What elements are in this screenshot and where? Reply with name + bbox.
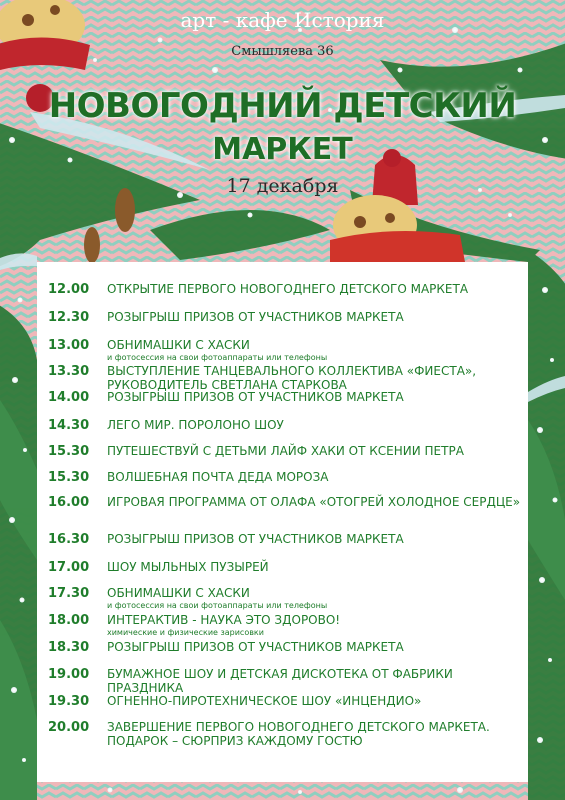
schedule-time: 17.30 — [48, 586, 90, 601]
schedule-time: 20.00 — [48, 720, 90, 735]
schedule-time: 12.00 — [48, 282, 90, 297]
schedule-subtext: химические и физические зарисовки — [107, 628, 264, 637]
schedule-text: ВОЛШЕБНАЯ ПОЧТА ДЕДА МОРОЗА — [107, 470, 329, 484]
schedule-time: 16.30 — [48, 532, 90, 547]
schedule-time: 18.30 — [48, 640, 90, 655]
schedule-text: РОЗЫГРЫШ ПРИЗОВ ОТ УЧАСТНИКОВ МАРКЕТА — [107, 640, 404, 654]
poster-header — [0, 0, 565, 260]
schedule-time: 19.00 — [48, 667, 90, 682]
schedule-time: 18.00 — [48, 613, 90, 628]
schedule-text: ИНТЕРАКТИВ - НАУКА ЭТО ЗДОРОВО! — [107, 613, 341, 627]
schedule-text: БУМАЖНОЕ ШОУ И ДЕТСКАЯ ДИСКОТЕКА ОТ ФАБРИКИ ПРАЗДНИКА — [107, 667, 453, 695]
schedule-time: 15.30 — [48, 470, 90, 485]
schedule-time: 12.30 — [48, 310, 90, 325]
schedule-text: ЗАВЕРШЕНИЕ ПЕРВОГО НОВОГОДНЕГО ДЕТСКОГО МАРКЕТА. ПОДАРОК – СЮРПРИЗ КАЖДОМУ ГОСТЮ — [107, 720, 490, 748]
event-title-line1: НОВОГОДНИЙ ДЕТСКИЙ — [48, 86, 517, 126]
schedule-text: РОЗЫГРЫШ ПРИЗОВ ОТ УЧАСТНИКОВ МАРКЕТА — [107, 310, 404, 324]
schedule-text: ОГНЕННО-ПИРОТЕХНИЧЕСКОЕ ШОУ «ИНЦЕНДИО» — [107, 694, 422, 708]
schedule-time: 14.30 — [48, 418, 90, 433]
schedule-text: РОЗЫГРЫШ ПРИЗОВ ОТ УЧАСТНИКОВ МАРКЕТА — [107, 532, 404, 546]
schedule-subtext: и фотосессия на свои фотоаппараты или телефоны — [107, 353, 328, 362]
schedule-text: ВЫСТУПЛЕНИЕ ТАНЦЕВАЛЬНОГО КОЛЛЕКТИВА «ФИЕСТА», РУКОВОДИТЕЛЬ СВЕТЛАНА СТАРКОВА — [107, 364, 477, 392]
schedule-text: ЛЕГО МИР. ПОРОЛОНО ШОУ — [107, 418, 284, 432]
schedule-text: РОЗЫГРЫШ ПРИЗОВ ОТ УЧАСТНИКОВ МАРКЕТА — [107, 390, 404, 404]
schedule-time: 19.30 — [48, 694, 90, 709]
schedule-time: 13.30 — [48, 364, 90, 379]
schedule-text: ОБНИМАШКИ С ХАСКИ — [107, 586, 250, 600]
schedule-time: 14.00 — [48, 390, 90, 405]
schedule-subtext: и фотосессия на свои фотоаппараты или телефоны — [107, 601, 328, 610]
schedule-text: ИГРОВАЯ ПРОГРАММА ОТ ОЛАФА «ОТОГРЕЙ ХОЛОДНОЕ СЕРДЦЕ» — [107, 495, 521, 509]
event-title-line2: МАРКЕТ — [212, 132, 353, 167]
cafe-address: Смышляева 36 — [231, 44, 334, 59]
schedule-text: ПУТЕШЕСТВУЙ С ДЕТЬМИ ЛАЙФ ХАКИ ОТ КСЕНИИ ПЕТРА — [107, 444, 464, 458]
event-date: 17 декабря — [226, 175, 339, 197]
schedule-time: 16.00 — [48, 495, 90, 510]
schedule-text: ОБНИМАШКИ С ХАСКИ — [107, 338, 250, 352]
schedule-text: ОТКРЫТИЕ ПЕРВОГО НОВОГОДНЕГО ДЕТСКОГО МАРКЕТА — [107, 282, 469, 296]
schedule-time: 15.30 — [48, 444, 90, 459]
schedule-panel — [37, 262, 528, 782]
cafe-name: арт - кафе История — [180, 8, 385, 32]
schedule-time: 17.00 — [48, 560, 90, 575]
schedule-text: ШОУ МЫЛЬНЫХ ПУЗЫРЕЙ — [107, 560, 269, 574]
schedule-time: 13.00 — [48, 338, 90, 353]
